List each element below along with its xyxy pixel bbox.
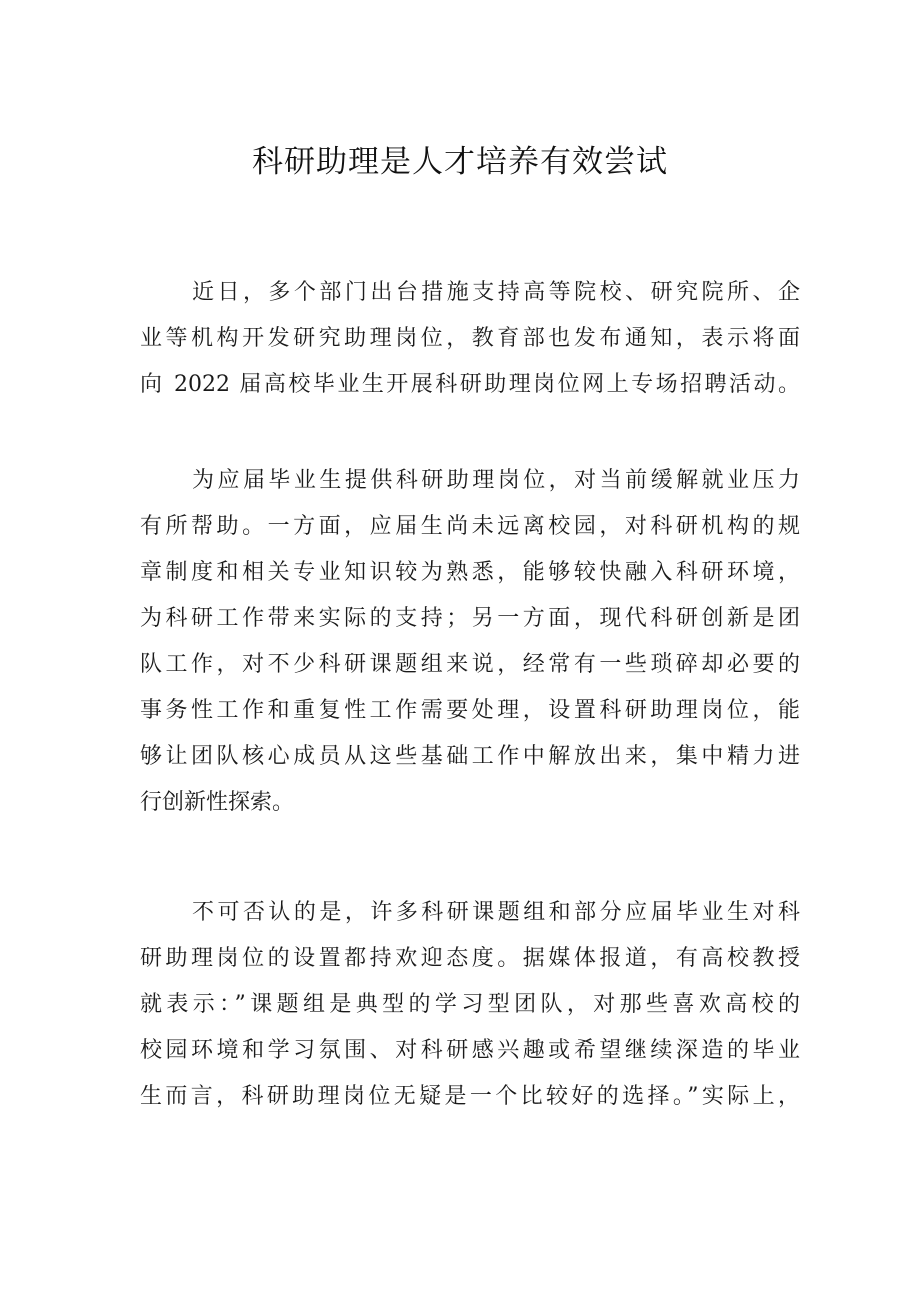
paragraph-line: 为科研工作带来实际的支持；另一方面，现代科研创新是团 xyxy=(140,606,800,631)
paragraph-2 xyxy=(140,458,800,826)
paragraph-line: 为应届毕业生提供科研助理岗位，对当前缓解就业压力 xyxy=(192,468,800,493)
paragraph-line: 校园环境和学习氛围、对科研感兴趣或希望继续深造的毕业 xyxy=(140,1038,800,1063)
paragraph-line: 行创新性探索。 xyxy=(140,790,295,815)
paragraph-line: 生而言，科研助理岗位无疑是一个比较好的选择。”实际上， xyxy=(140,1084,800,1109)
paragraph-line: 够让团队核心成员从这些基础工作中解放出来，集中精力进 xyxy=(140,744,800,769)
paragraph-line: 不可否认的是，许多科研课题组和部分应届毕业生对科 xyxy=(192,900,800,925)
paragraph-line: 近日，多个部门出台措施支持高等院校、研究院所、企 xyxy=(192,280,800,305)
paragraph-line: 向 2022 届高校毕业生开展科研助理岗位网上专场招聘活动。 xyxy=(140,372,800,397)
paragraph-line: 有所帮助。一方面，应届生尚未远离校园，对科研机构的规 xyxy=(140,514,800,539)
document-title: 科研助理是人才培养有效尝试 xyxy=(252,144,668,180)
paragraph-line: 业等机构开发研究助理岗位，教育部也发布通知，表示将面 xyxy=(140,326,800,351)
paragraph-1 xyxy=(140,270,800,408)
paragraph-3 xyxy=(140,890,800,1120)
paragraph-line: 事务性工作和重复性工作需要处理，设置科研助理岗位，能 xyxy=(140,698,800,723)
paragraph-line: 研助理岗位的设置都持欢迎态度。据媒体报道，有高校教授 xyxy=(140,946,800,971)
paragraph-line: 就表示：”课题组是典型的学习型团队，对那些喜欢高校的 xyxy=(140,992,800,1017)
paragraph-line: 队工作，对不少科研课题组来说，经常有一些琐碎却必要的 xyxy=(140,652,800,677)
paragraph-line: 章制度和相关专业知识较为熟悉，能够较快融入科研环境， xyxy=(140,560,800,585)
